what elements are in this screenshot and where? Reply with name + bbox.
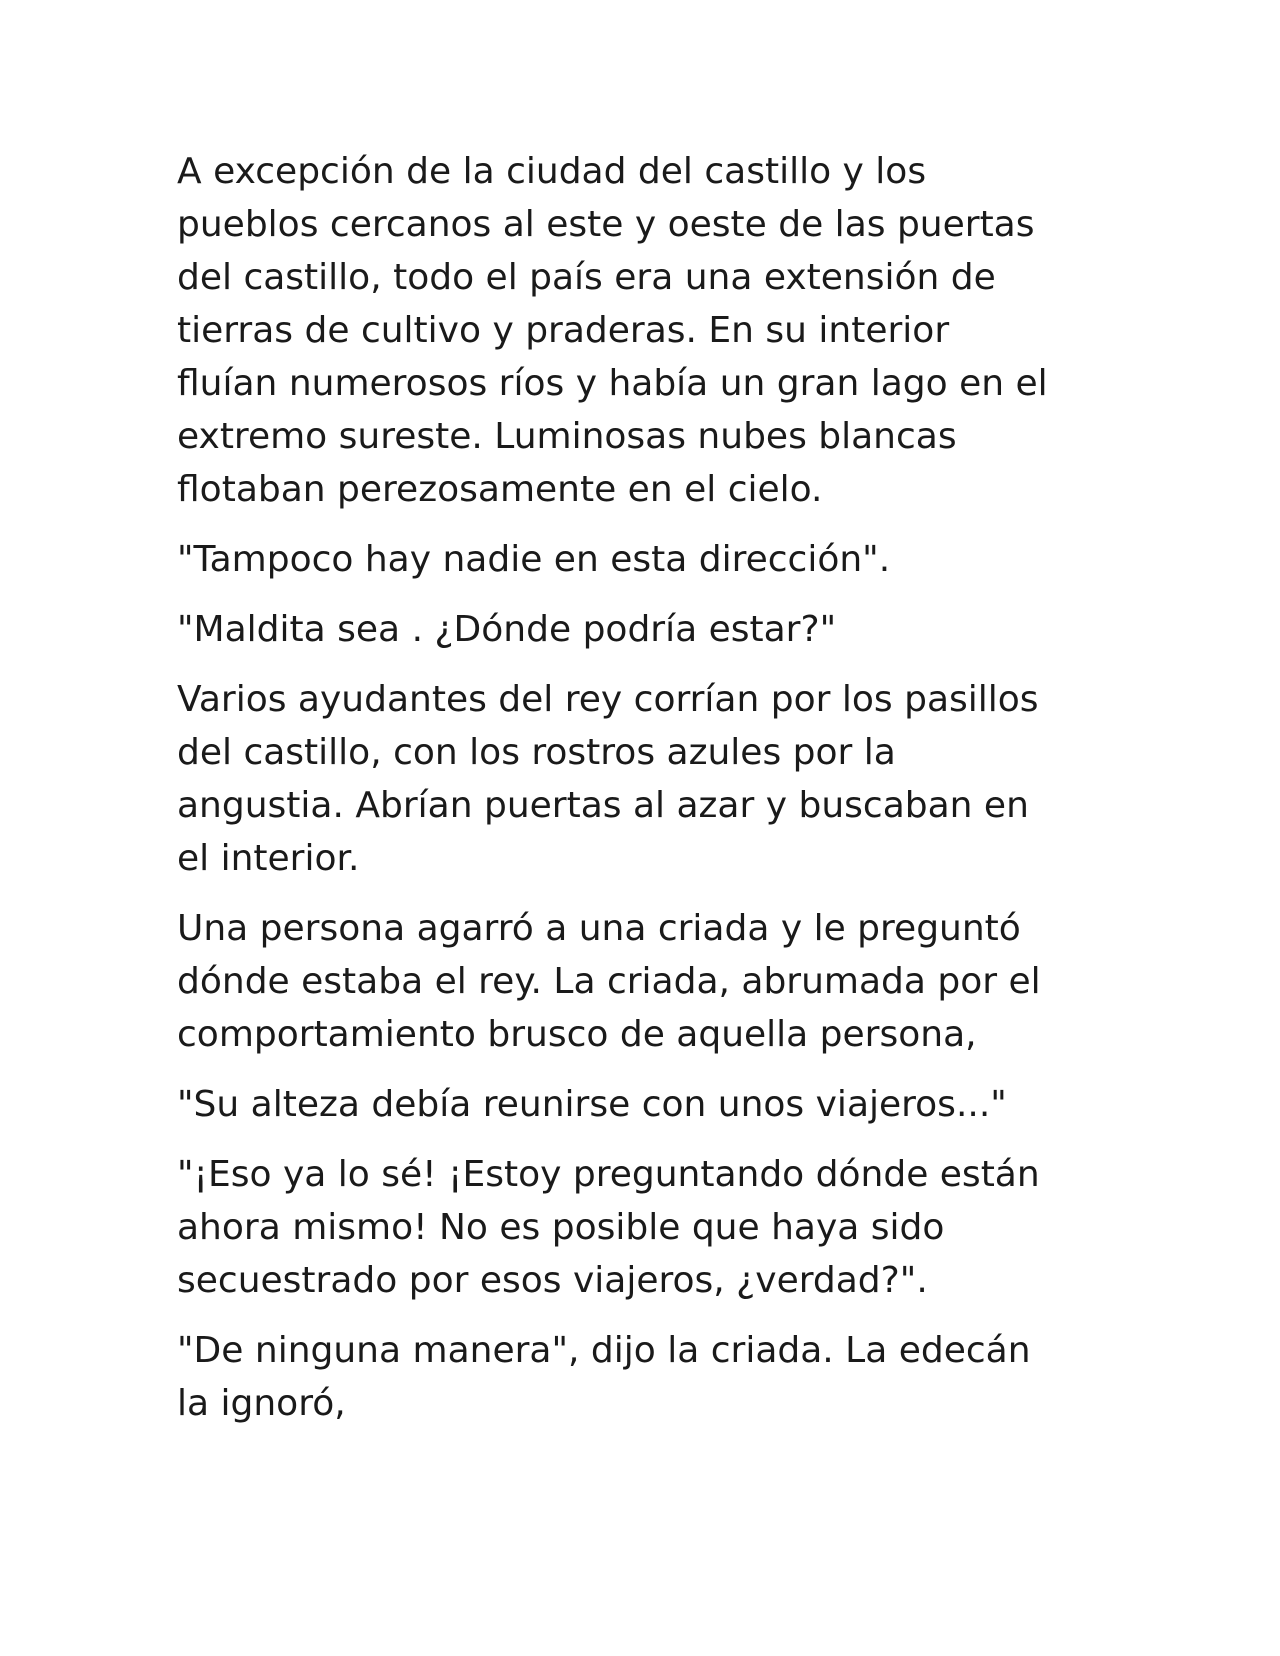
text-line: "Maldita sea . ¿Dónde podría estar?"	[177, 609, 837, 650]
paragraph-landscape	[177, 145, 1117, 516]
text-line: tierras de cultivo y praderas. En su interior	[177, 310, 950, 351]
text-line: del castillo, todo el país era una extensión de	[177, 257, 996, 298]
text-line: fluían numerosos ríos y había un gran lago en el	[177, 363, 1048, 404]
text-line: la ignoró,	[177, 1383, 346, 1424]
text-line: flotaban perezosamente en el cielo.	[177, 469, 823, 510]
text-line: del castillo, con los rostros azules por la	[177, 732, 896, 773]
text-line: el interior.	[177, 838, 360, 879]
text-line: Varios ayudantes del rey corrían por los pasillos	[177, 679, 1039, 720]
dialogue-paragraph	[177, 1148, 1117, 1307]
dialogue-paragraph	[177, 533, 1117, 586]
dialogue-paragraph	[177, 1078, 1117, 1131]
text-line: secuestrado por esos viajeros, ¿verdad?".	[177, 1260, 928, 1301]
text-line: "Tampoco hay nadie en esta dirección".	[177, 539, 891, 580]
dialogue-paragraph	[177, 603, 1117, 656]
text-line: dónde estaba el rey. La criada, abrumada por el	[177, 961, 1041, 1002]
text-line: extremo sureste. Luminosas nubes blancas	[177, 416, 957, 457]
text-line: pueblos cercanos al este y oeste de las puertas	[177, 204, 1035, 245]
dialogue-paragraph	[177, 1324, 1117, 1430]
text-line: angustia. Abrían puertas al azar y buscaban en	[177, 785, 1029, 826]
narrative-paragraph	[177, 902, 1117, 1061]
body-text	[177, 145, 1117, 1447]
text-line: "¡Eso ya lo sé! ¡Estoy preguntando dónde están	[177, 1154, 1040, 1195]
text-line: "Su alteza debía reunirse con unos viajeros..."	[177, 1084, 1007, 1125]
text-line: comportamiento brusco de aquella persona,	[177, 1014, 977, 1055]
text-line: "De ninguna manera", dijo la criada. La edecán	[177, 1330, 1031, 1371]
text-line: Una persona agarró a una criada y le preguntó	[177, 908, 1021, 949]
narrative-paragraph	[177, 673, 1117, 885]
text-line: A excepción de la ciudad del castillo y los	[177, 151, 927, 192]
text-line: ahora mismo! No es posible que haya sido	[177, 1207, 945, 1248]
